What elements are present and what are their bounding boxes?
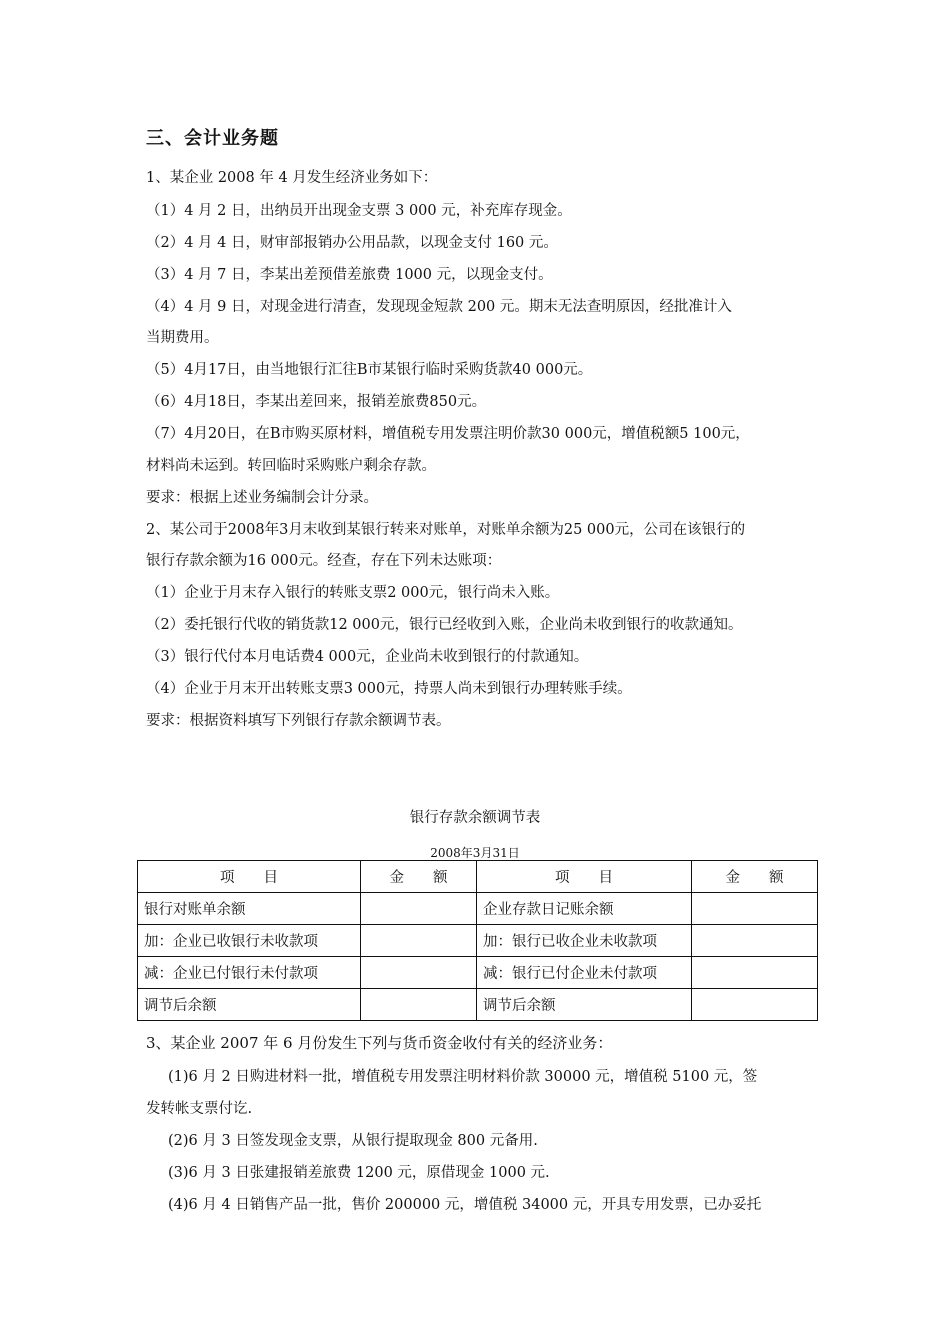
q1-item: （3）4 月 7 日，李某出差预借差旅费 1000 元，以现金支付。	[146, 267, 553, 283]
q1-item: 材料尚未运到。转回临时采购账户剩余存款。	[146, 458, 436, 474]
q2-requirement: 要求：根据资料填写下列银行存款余额调节表。	[146, 713, 451, 729]
table-row	[138, 957, 818, 989]
left-amount-cell	[361, 957, 477, 989]
q2-item: （4）企业于月末开出转账支票3 000元，持票人尚未到银行办理转账手续。	[146, 681, 632, 697]
left-item-cell: 银行对账单余额	[138, 893, 361, 925]
section-heading: 三、会计业务题	[146, 128, 279, 149]
right-item-cell: 调节后余额	[477, 989, 692, 1021]
q1-item: （1）4 月 2 日，出纳员开出现金支票 3 000 元，补充库存现金。	[146, 203, 572, 219]
left-item-cell: 调节后余额	[138, 989, 361, 1021]
q2-item: （1）企业于月末存入银行的转账支票2 000元，银行尚未入账。	[146, 585, 560, 601]
q3-item: (4)6 月 4 日销售产品一批，售价 200000 元，增值税 34000 元，开具专用发票，已办妥托	[168, 1197, 762, 1213]
q1-intro: 1、某企业 2008 年 4 月发生经济业务如下：	[146, 170, 438, 186]
header-amount-left: 金 额	[361, 861, 477, 893]
right-amount-cell	[692, 893, 818, 925]
q2-intro: 2、某公司于2008年3月末收到某银行转来对账单，对账单余额为25 000元，公司在该银行的	[146, 522, 746, 538]
q1-item: （5）4月17日，由当地银行汇往B市某银行临时采购货款40 000元。	[146, 362, 593, 378]
q1-item: （2）4 月 4 日，财审部报销办公用品款，以现金支付 160 元。	[146, 235, 558, 251]
q1-item: （7）4月20日，在B市购买原材料，增值税专用发票注明价款30 000元，增值税额5 100元，	[146, 426, 750, 442]
q2-item: （3）银行代付本月电话费4 000元，企业尚未收到银行的付款通知。	[146, 649, 589, 665]
table-date: 2008年3月31日	[430, 846, 520, 860]
q1-item: （4）4 月 9 日，对现金进行清查，发现现金短款 200 元。期末无法查明原因，经批准计入	[146, 299, 732, 315]
q1-item: （6）4月18日，李某出差回来，报销差旅费850元。	[146, 394, 487, 410]
q2-intro: 银行存款余额为16 000元。经查，存在下列未达账项：	[146, 553, 502, 569]
right-item-cell: 企业存款日记账余额	[477, 893, 692, 925]
q3-item: (1)6 月 2 日购进材料一批，增值税专用发票注明材料价款 30000 元，增值税 5100 元，签	[168, 1069, 758, 1085]
right-amount-cell	[692, 989, 818, 1021]
table-row	[138, 893, 818, 925]
q2-item: （2）委托银行代收的销货款12 000元，银行已经收到入账，企业尚未收到银行的收款通知。	[146, 617, 743, 633]
table-header-row	[138, 861, 818, 893]
header-amount-right: 金 额	[692, 861, 818, 893]
table-title: 银行存款余额调节表	[409, 810, 541, 826]
q3-item: 发转帐支票付讫.	[146, 1101, 253, 1117]
right-item-cell: 减：银行已付企业未付款项	[477, 957, 692, 989]
right-item-cell: 加：银行已收企业未收款项	[477, 925, 692, 957]
table-row	[138, 989, 818, 1021]
table-row	[138, 925, 818, 957]
header-item-left: 项 目	[138, 861, 361, 893]
header-item-right: 项 目	[477, 861, 692, 893]
q1-requirement: 要求：根据上述业务编制会计分录。	[146, 490, 378, 506]
left-item-cell: 加：企业已收银行未收款项	[138, 925, 361, 957]
q3-item: (3)6 月 3 日张建报销差旅费 1200 元，原借现金 1000 元.	[168, 1165, 550, 1181]
left-amount-cell	[361, 989, 477, 1021]
q1-item: 当期费用。	[146, 330, 219, 346]
left-amount-cell	[361, 925, 477, 957]
left-item-cell: 减：企业已付银行未付款项	[138, 957, 361, 989]
right-amount-cell	[692, 925, 818, 957]
right-amount-cell	[692, 957, 818, 989]
q3-intro: 3、某企业 2007 年 6 月份发生下列与货币资金收付有关的经济业务：	[146, 1034, 613, 1052]
left-amount-cell	[361, 893, 477, 925]
reconciliation-table	[137, 860, 818, 1021]
q3-item: (2)6 月 3 日签发现金支票，从银行提取现金 800 元备用.	[168, 1133, 538, 1149]
